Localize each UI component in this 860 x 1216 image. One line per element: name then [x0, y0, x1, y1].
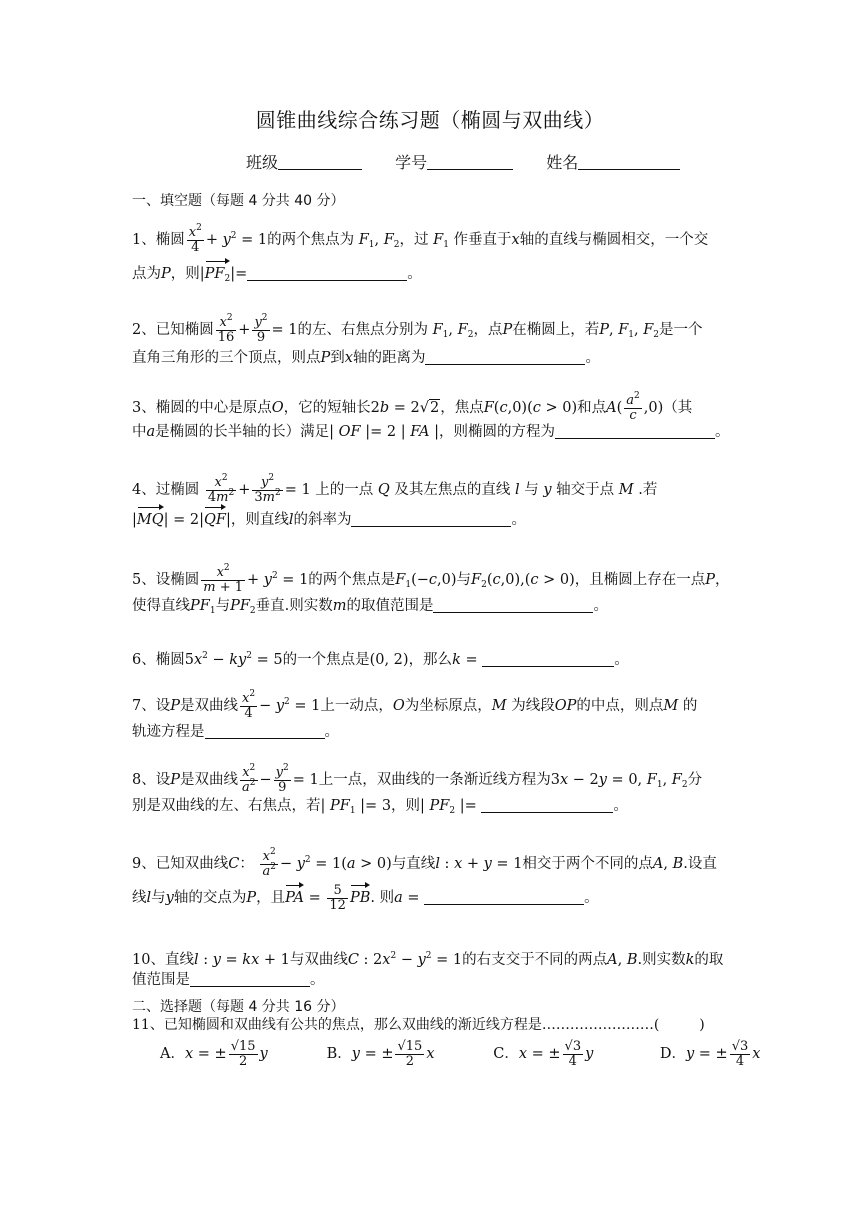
- option-c[interactable]: C．x = ± $\frac{√3}{4}$ y: [493, 1039, 594, 1069]
- class-blank[interactable]: [278, 153, 362, 170]
- q7-answer-blank[interactable]: [205, 724, 325, 739]
- name-blank[interactable]: [578, 153, 680, 170]
- question-2: 2、已知椭圆 $\frac{x^2}{16}$ + $\frac{y^2}{9}$ = 1的左、右焦点分别为 $F_1$, $F_2$，点P在椭圆上，若P, $F_1$, $F_2$是一个 直角三角形的三个顶点，则点P到x轴的距离为 。: [132, 313, 703, 367]
- q5-answer-blank[interactable]: [433, 598, 593, 613]
- section-heading-multiple-choice: 二、选择题（每题 4 分共 16 分）: [132, 999, 345, 1015]
- number-field: 学号: [395, 150, 513, 173]
- q8-answer-blank[interactable]: [481, 798, 613, 813]
- question-9: 9、已知双曲线C： $\frac{x^2}{a^2}$ − $y^2 = 1(a > 0)$与直线l : x + y = 1相交于两个不同的点A, B.设直 线l与y轴的交点为P，且PA = $\frac{5}{12}$ PB. 则a = 。: [132, 847, 717, 913]
- option-a[interactable]: A．x = ± $\frac{√15}{2}$ y: [160, 1039, 268, 1069]
- question-6: 6、椭圆$5x^2 - ky^2 = 5$的一个焦点是(0, 2)，那么k = 。: [132, 651, 629, 668]
- student-info-fields: [246, 150, 746, 173]
- question-1: 1、椭圆 $\frac{x^2}{4}$ + $y^2 = 1$的两个焦点为 $F_1$, $F_2$，过 $F_1$ 作垂直于x轴的直线与椭圆相交，一个交 点为P，则$|PF_2|=$ 。: [132, 223, 709, 285]
- question-4: 4、过椭圆 $\frac{x^2}{4m^2}$ + $\frac{y^2}{3m^2}$ = 1 上的一点 Q 及其左焦点的直线 l 与 y 轴交于点 M .若 |MQ| = 2|QF|，则直线l的斜率为 。: [132, 476, 732, 531]
- number-blank[interactable]: [427, 153, 513, 170]
- option-b[interactable]: B．y = ± $\frac{√15}{2}$ x: [326, 1039, 435, 1069]
- class-field: 班级: [246, 150, 362, 173]
- page-title: 圆锥曲线综合练习题（椭圆与双曲线）: [255, 108, 605, 132]
- q6-answer-blank[interactable]: [482, 652, 614, 667]
- question-3: 3、椭圆的中心是原点O，它的短轴长2b = 2√2，焦点F(c,0)(c > 0)和点A( $\frac{a^2}{c}$ ,0)（其 中a是椭圆的长半轴的长）满足| OF |= 2 | FA |，则椭圆的方程为 。: [132, 391, 730, 441]
- q3-answer-blank[interactable]: [555, 424, 715, 439]
- q10-answer-blank[interactable]: [190, 972, 310, 987]
- q4-answer-blank[interactable]: [351, 512, 511, 527]
- question-8: 8、设P是双曲线 $\frac{x^2}{a^2}$ − $\frac{y^2}{9}$ = 1上一点，双曲线的一条渐近线方程为3x − 2y = 0, $F_1$, $F_2$分 别是双曲线的左、右焦点，若| $PF_1$ |= 3，则| $PF_2$ |= 。: [132, 763, 703, 817]
- section-heading-fill-in: 一、填空题（每题 4 分共 40 分）: [132, 193, 345, 209]
- q11-options: [160, 1039, 761, 1069]
- question-5: 5、设椭圆 $\frac{x^2}{m + 1}$ + $y^2 = 1$的两个焦点是$F_1(-c,0)$与$F_2(c,0),(c > 0)$，且椭圆上存在一点P， 使得直线$PF_1$与$PF_2$垂直.则实数m的取值范围是 。: [132, 563, 730, 617]
- question-10: 10、直线l : y = kx + 1与双曲线C : $2x^2 - y^2 = 1$的右支交于不同的两点A, B.则实数k的取 值范围是 。: [132, 951, 724, 989]
- question-7: 7、设P是双曲线 $\frac{x^2}{4}$ − $y^2 = 1$上一动点，O为坐标原点，M 为线段OP的中点，则点M 的 轨迹方程是 。: [132, 689, 698, 741]
- question-11: 11、已知椭圆和双曲线有公共的焦点，那么双曲线的渐近线方程是……………………( ): [132, 1017, 705, 1033]
- q1-answer-blank[interactable]: [247, 266, 407, 281]
- name-field: 姓名: [546, 150, 680, 173]
- option-d[interactable]: D．y = ± $\frac{√3}{4}$ x: [659, 1039, 761, 1069]
- q2-answer-blank[interactable]: [425, 350, 585, 365]
- q9-answer-blank[interactable]: [424, 890, 584, 905]
